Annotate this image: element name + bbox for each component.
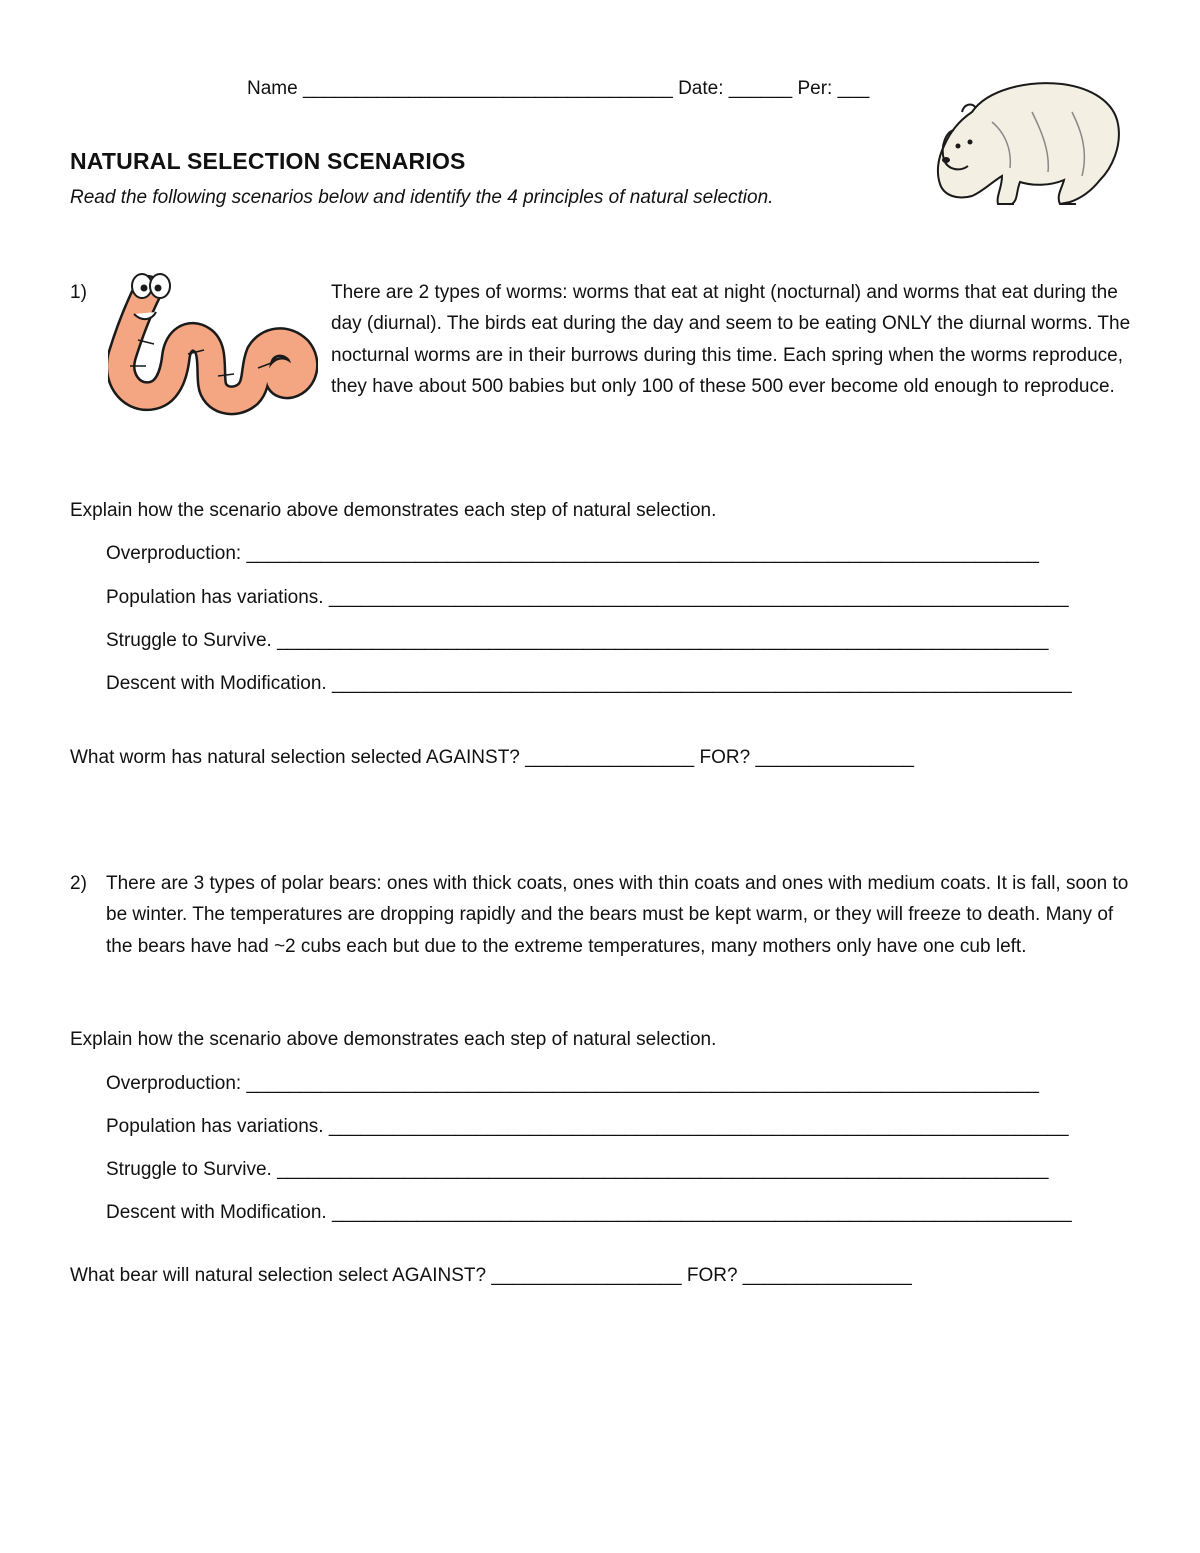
variations-answer-2[interactable]: Population has variations. ______________________________________________________________________ <box>106 1116 1069 1137</box>
descent-answer-2[interactable]: Descent with Modification. ______________________________________________________________________ <box>106 1202 1072 1223</box>
scenario-2-question[interactable]: What bear will natural selection select AGAINST? __________________ FOR? ________________ <box>70 1265 912 1286</box>
polar-bear-icon <box>932 72 1122 212</box>
scenario-2-explain-prompt: Explain how the scenario above demonstrates each step of natural selection. <box>70 1029 717 1050</box>
struggle-answer-1[interactable]: Struggle to Survive. _________________________________________________________________________ <box>106 630 1049 651</box>
scenario-2-text: There are 3 types of polar bears: ones with thick coats, ones with thin coats and ones with medium coats. It is fall, soon to be winter. The temperatures are dropping rapidly and the bears must be kept warm, or they will freeze to death. Many of the bears have had ~2 cubs each but due to the extreme temperatures, many mothers only have one cub left. <box>106 873 1129 957</box>
page-title: NATURAL SELECTION SCENARIOS <box>70 148 466 174</box>
variations-answer-1[interactable]: Population has variations. ______________________________________________________________________ <box>106 587 1069 608</box>
scenario-number: 2) <box>70 873 87 894</box>
descent-answer-1[interactable]: Descent with Modification. ______________________________________________________________________ <box>106 673 1072 694</box>
overproduction-answer-2[interactable]: Overproduction: ___________________________________________________________________________ <box>106 1073 1039 1094</box>
name-date-per-line[interactable]: Name ___________________________________ Date: ______ Per: ___ <box>247 78 870 99</box>
overproduction-answer-1[interactable]: Overproduction: ___________________________________________________________________________ <box>106 543 1039 564</box>
scenario-1-explain-prompt: Explain how the scenario above demonstrates each step of natural selection. <box>70 500 717 521</box>
worm-icon <box>108 270 318 420</box>
instructions: Read the following scenarios below and identify the 4 principles of natural selection. <box>70 187 774 208</box>
struggle-answer-2[interactable]: Struggle to Survive. _________________________________________________________________________ <box>106 1159 1049 1180</box>
scenario-number: 1) <box>70 282 87 303</box>
scenario-1-text: There are 2 types of worms: worms that eat at night (nocturnal) and worms that eat during the day (diurnal). The birds eat during the day and seem to be eating ONLY the diurnal worms. The nocturnal worms are in their burrows during this time. Each spring when the worms reproduce, they have about 500 babies but only 100 of these 500 ever become old enough to reproduce. <box>331 282 1131 397</box>
scenario-1-question[interactable]: What worm has natural selection selected AGAINST? ________________ FOR? _______________ <box>70 747 914 768</box>
